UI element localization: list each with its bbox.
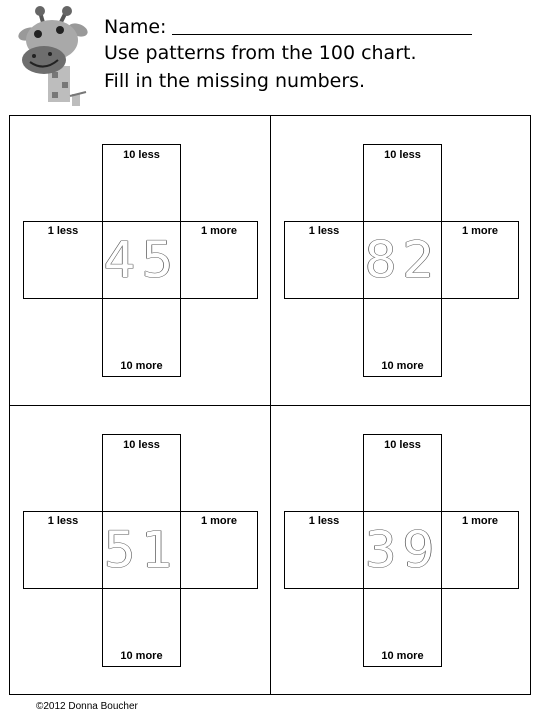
traced-number: 82 <box>364 231 441 289</box>
puzzle-quadrant <box>10 116 270 405</box>
ten-less-label: 10 less <box>384 149 421 161</box>
giraffe-mascot-icon <box>14 4 98 110</box>
instruction-line-2: Fill in the missing numbers. <box>104 70 366 92</box>
one-more-box[interactable] <box>180 221 258 299</box>
ten-more-box[interactable] <box>102 298 181 377</box>
one-less-label: 1 less <box>308 515 340 527</box>
ten-more-label: 10 more <box>381 650 424 662</box>
ten-more-label: 10 more <box>120 360 163 372</box>
name-line <box>104 16 472 38</box>
one-more-label: 1 more <box>461 515 499 527</box>
one-less-box[interactable] <box>284 511 364 589</box>
puzzle-quadrant <box>271 406 531 695</box>
ten-less-box[interactable] <box>363 144 442 222</box>
center-number-box <box>102 221 181 299</box>
ten-less-label: 10 less <box>123 149 160 161</box>
worksheet-grid <box>9 115 531 695</box>
one-more-label: 1 more <box>200 515 238 527</box>
ten-less-box[interactable] <box>363 434 442 512</box>
center-number-box <box>363 511 442 589</box>
ten-more-label: 10 more <box>381 360 424 372</box>
one-more-box[interactable] <box>180 511 258 589</box>
one-more-label: 1 more <box>461 225 499 237</box>
one-less-box[interactable] <box>23 221 103 299</box>
number-cross <box>284 144 519 377</box>
name-label: Name: <box>104 16 167 38</box>
puzzle-quadrant <box>271 116 531 405</box>
number-cross <box>23 434 258 667</box>
name-blank-field[interactable] <box>172 18 472 35</box>
one-more-box[interactable] <box>441 511 519 589</box>
ten-less-label: 10 less <box>384 439 421 451</box>
instruction-line-1: Use patterns from the 100 chart. <box>104 42 417 64</box>
ten-more-box[interactable] <box>102 588 181 667</box>
ten-less-box[interactable] <box>102 144 181 222</box>
ten-more-label: 10 more <box>120 650 163 662</box>
number-cross <box>284 434 519 667</box>
one-less-label: 1 less <box>47 515 79 527</box>
puzzle-quadrant <box>10 406 270 695</box>
one-more-box[interactable] <box>441 221 519 299</box>
center-number-box <box>363 221 442 299</box>
one-less-label: 1 less <box>47 225 79 237</box>
ten-less-box[interactable] <box>102 434 181 512</box>
ten-more-box[interactable] <box>363 298 442 377</box>
one-less-box[interactable] <box>23 511 103 589</box>
traced-number: 45 <box>103 231 180 289</box>
traced-number: 51 <box>103 521 180 579</box>
one-less-box[interactable] <box>284 221 364 299</box>
ten-more-box[interactable] <box>363 588 442 667</box>
ten-less-label: 10 less <box>123 439 160 451</box>
number-cross <box>23 144 258 377</box>
one-less-label: 1 less <box>308 225 340 237</box>
one-more-label: 1 more <box>200 225 238 237</box>
traced-number: 39 <box>364 521 441 579</box>
copyright-notice: ©2012 Donna Boucher <box>36 701 138 712</box>
center-number-box <box>102 511 181 589</box>
